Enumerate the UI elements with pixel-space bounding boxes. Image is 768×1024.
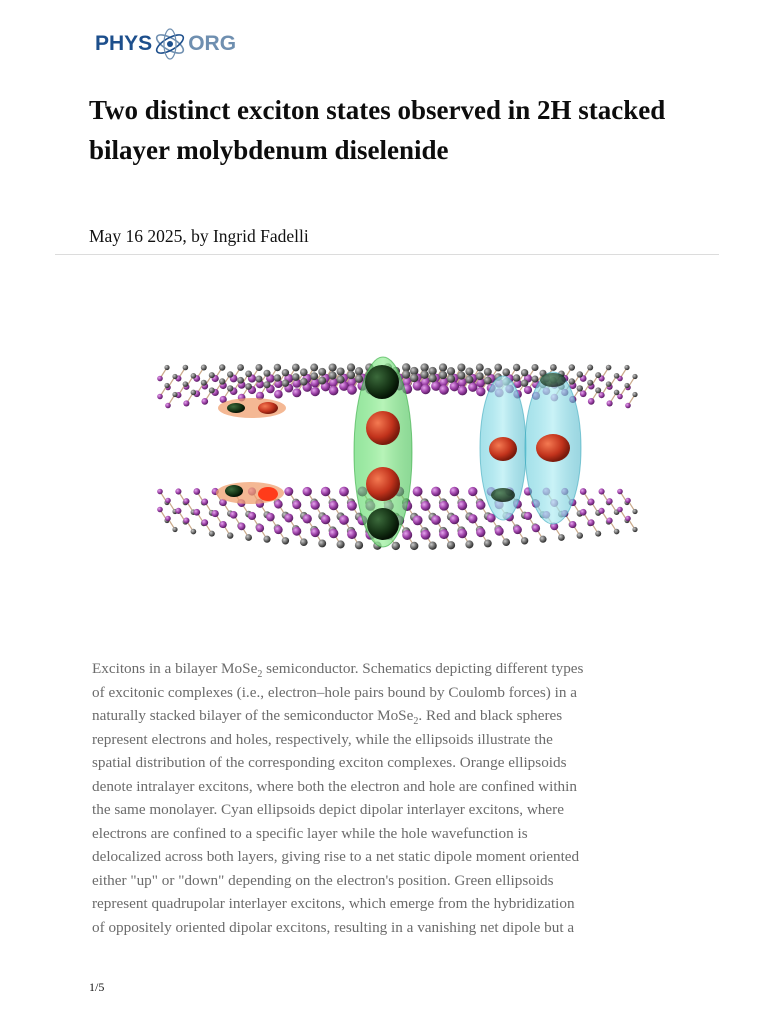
selenium-atom bbox=[428, 542, 436, 550]
molybdenum-atom bbox=[339, 487, 349, 497]
selenium-atom bbox=[227, 385, 233, 391]
molybdenum-atom bbox=[347, 501, 357, 511]
selenium-atom bbox=[569, 378, 575, 384]
selenium-atom bbox=[447, 367, 455, 375]
mose2-bilayer-figure bbox=[100, 300, 680, 600]
molybdenum-atom bbox=[347, 529, 357, 539]
selenium-atom bbox=[337, 540, 345, 548]
selenium-atom bbox=[300, 378, 308, 386]
molybdenum-atom bbox=[311, 528, 320, 537]
molybdenum-atom bbox=[468, 383, 477, 392]
selenium-atom bbox=[558, 534, 565, 541]
selenium-atom bbox=[410, 542, 418, 550]
caption-line bbox=[92, 919, 574, 936]
selenium-atom bbox=[494, 364, 502, 372]
caption-text: spatial distribution of the corresponding exciton complexes. Orange ellipsoids bbox=[92, 754, 567, 771]
molybdenum-atom bbox=[439, 529, 449, 539]
selenium-atom bbox=[447, 541, 455, 549]
caption-text: represent quadrupolar interlayer excitons, which emerge from the hybridization bbox=[92, 895, 575, 912]
selenium-atom bbox=[310, 372, 318, 380]
quadrupolar-exciton bbox=[354, 357, 412, 547]
molybdenum-atom bbox=[292, 500, 301, 509]
molybdenum-atom bbox=[157, 489, 163, 495]
molybdenum-atom bbox=[193, 509, 200, 516]
selenium-atom bbox=[539, 536, 546, 543]
selenium-atom bbox=[402, 370, 410, 378]
molybdenum-atom bbox=[157, 507, 163, 513]
molybdenum-atom bbox=[458, 386, 468, 396]
selenium-atom bbox=[337, 367, 345, 375]
molybdenum-atom bbox=[421, 530, 431, 540]
selenium-atom bbox=[632, 509, 637, 514]
molybdenum-atom bbox=[321, 515, 331, 525]
molybdenum-atom bbox=[311, 500, 320, 509]
caption-text: either "up" or "down" depending on the electron's position. Green ellipsoids bbox=[92, 871, 554, 889]
molybdenum-atom bbox=[524, 512, 532, 520]
selenium-atom bbox=[355, 541, 363, 549]
molybdenum-atom bbox=[329, 386, 339, 396]
selenium-atom bbox=[465, 367, 473, 375]
caption-line bbox=[92, 684, 577, 701]
selenium-atom bbox=[292, 373, 300, 381]
selenium-atom bbox=[521, 537, 528, 544]
selenium-atom bbox=[282, 380, 289, 387]
selenium-atom bbox=[587, 365, 593, 371]
article-title: Two distinct exciton states observed in 2H stacked bilayer molybdenum diselenide bbox=[89, 95, 666, 165]
selenium-atom bbox=[237, 364, 244, 371]
selenium-atom bbox=[447, 375, 455, 383]
selenium-atom bbox=[337, 376, 345, 384]
caption-line bbox=[92, 801, 564, 818]
molybdenum-atom bbox=[458, 501, 468, 511]
caption-text: of excitonic complexes (i.e., electron–hole pairs bound by Coulomb forces) in a bbox=[92, 683, 578, 701]
selenium-atom bbox=[465, 376, 473, 384]
selenium-atom bbox=[219, 378, 225, 384]
selenium-atom bbox=[191, 529, 197, 535]
molybdenum-atom bbox=[617, 489, 623, 495]
selenium-atom bbox=[606, 365, 612, 371]
selenium-atom bbox=[569, 364, 575, 370]
selenium-atom bbox=[329, 371, 337, 379]
selenium-atom bbox=[329, 363, 337, 371]
molybdenum-atom bbox=[607, 498, 613, 504]
molybdenum-atom bbox=[274, 525, 283, 534]
molybdenum-atom bbox=[476, 528, 485, 537]
caption-text: electrons are confined to a specific layer while the hole wavefunction is bbox=[92, 824, 528, 842]
selenium-atom bbox=[632, 374, 637, 379]
molybdenum-atom bbox=[532, 524, 540, 532]
molybdenum-atom bbox=[274, 390, 283, 399]
molybdenum-atom bbox=[256, 524, 264, 532]
molybdenum-atom bbox=[524, 386, 532, 394]
molybdenum-atom bbox=[183, 517, 189, 523]
selenium-atom bbox=[318, 539, 326, 547]
selenium-atom bbox=[201, 380, 207, 386]
molybdenum-atom bbox=[413, 515, 423, 525]
molybdenum-atom bbox=[230, 511, 238, 519]
molybdenum-atom bbox=[625, 403, 631, 409]
caption-text: represent electrons and holes, respectively, while the ellipsoids illustrate the bbox=[92, 730, 553, 748]
selenium-atom bbox=[355, 367, 363, 375]
molybdenum-atom bbox=[468, 487, 477, 496]
molybdenum-atom bbox=[347, 385, 357, 395]
selenium-atom bbox=[172, 527, 177, 532]
molybdenum-atom bbox=[193, 488, 200, 495]
molybdenum-atom bbox=[476, 387, 485, 396]
selenium-atom bbox=[614, 390, 620, 396]
selenium-atom bbox=[624, 365, 629, 370]
selenium-atom bbox=[263, 536, 270, 543]
selenium-atom bbox=[219, 364, 225, 370]
molybdenum-atom bbox=[607, 517, 613, 523]
selenium-atom bbox=[614, 529, 620, 535]
selenium-atom bbox=[164, 365, 169, 370]
caption-line bbox=[92, 848, 579, 865]
selenium-atom bbox=[164, 383, 169, 388]
molybdenum-atom bbox=[274, 500, 283, 509]
selenium-atom bbox=[245, 383, 252, 390]
selenium-atom bbox=[209, 372, 215, 378]
molybdenum-atom bbox=[580, 488, 587, 495]
molybdenum-atom bbox=[321, 487, 331, 497]
selenium-atom bbox=[274, 374, 281, 381]
molybdenum-atom bbox=[569, 521, 576, 528]
molybdenum-atom bbox=[266, 513, 275, 522]
molybdenum-atom bbox=[201, 519, 208, 526]
molybdenum-atom bbox=[165, 498, 171, 504]
molybdenum-atom bbox=[238, 523, 246, 531]
selenium-atom bbox=[237, 377, 244, 384]
selenium-atom bbox=[183, 381, 189, 387]
molybdenum-atom bbox=[201, 499, 208, 506]
selenium-atom bbox=[465, 540, 473, 548]
selenium-atom bbox=[457, 371, 465, 379]
article-byline: May 16 2025, by Ingrid Fadelli bbox=[89, 226, 309, 246]
selenium-atom bbox=[595, 372, 601, 378]
selenium-atom bbox=[476, 372, 484, 380]
selenium-atom bbox=[191, 390, 197, 396]
caption-text: the same monolayer. Cyan ellipsoids depict dipolar interlayer excitons, where bbox=[92, 801, 564, 818]
molybdenum-atom bbox=[165, 516, 171, 522]
selenium-atom bbox=[587, 380, 593, 386]
selenium-atom bbox=[457, 363, 465, 371]
selenium-atom bbox=[624, 383, 629, 388]
selenium-atom bbox=[614, 373, 620, 379]
selenium-atom bbox=[355, 375, 363, 383]
caption-text: denote intralayer excitons, where both the electron and hole are confined within bbox=[92, 777, 577, 795]
molybdenum-atom bbox=[292, 388, 301, 397]
molybdenum-atom bbox=[431, 487, 441, 497]
selenium-atom bbox=[209, 531, 215, 537]
dipolar-exciton-right bbox=[525, 372, 581, 524]
selenium-atom bbox=[172, 392, 177, 397]
selenium-atom bbox=[392, 542, 400, 550]
selenium-atom bbox=[245, 370, 252, 377]
selenium-atom bbox=[282, 537, 289, 544]
molybdenum-atom bbox=[617, 507, 623, 513]
molybdenum-atom bbox=[175, 508, 181, 514]
caption-text: naturally stacked bilayer of the semiconductor MoSe bbox=[92, 707, 414, 724]
molybdenum-atom bbox=[165, 403, 171, 409]
selenium-atom bbox=[245, 534, 252, 541]
molybdenum-atom bbox=[580, 509, 587, 516]
molybdenum-atom bbox=[303, 514, 312, 523]
selenium-atom bbox=[632, 392, 637, 397]
molybdenum-atom bbox=[303, 487, 312, 496]
selenium-atom bbox=[428, 374, 436, 382]
molybdenum-atom bbox=[311, 387, 320, 396]
selenium-atom bbox=[227, 371, 233, 377]
selenium-atom bbox=[595, 387, 601, 393]
atom-logo-icon bbox=[153, 27, 187, 61]
intralayer-exciton-bottom bbox=[216, 482, 284, 504]
selenium-atom bbox=[420, 371, 428, 379]
selenium-atom bbox=[439, 363, 447, 371]
molybdenum-atom bbox=[157, 394, 163, 400]
selenium-atom bbox=[310, 364, 318, 372]
molybdenum-atom bbox=[625, 498, 631, 504]
selenium-atom bbox=[420, 363, 428, 371]
selenium-atom bbox=[410, 374, 418, 382]
molybdenum-atom bbox=[339, 515, 349, 525]
molybdenum-atom bbox=[588, 398, 595, 405]
molybdenum-atom bbox=[329, 501, 339, 511]
dipolar-exciton-left bbox=[480, 376, 526, 520]
selenium-atom bbox=[318, 377, 326, 385]
molybdenum-atom bbox=[413, 487, 423, 497]
selenium-atom bbox=[263, 370, 270, 377]
selenium-atom bbox=[347, 363, 355, 371]
byline-divider bbox=[55, 254, 719, 255]
selenium-atom bbox=[274, 364, 281, 371]
caption-line bbox=[92, 707, 563, 728]
logo-org-text: ORG bbox=[188, 32, 237, 55]
physorg-logo[interactable] bbox=[95, 26, 236, 62]
molybdenum-atom bbox=[183, 498, 189, 504]
selenium-atom bbox=[484, 539, 492, 547]
selenium-atom bbox=[227, 532, 233, 538]
selenium-atom bbox=[531, 375, 538, 382]
selenium-atom bbox=[550, 364, 557, 371]
selenium-atom bbox=[513, 374, 520, 381]
selenium-atom bbox=[282, 369, 289, 376]
selenium-atom bbox=[183, 365, 189, 371]
selenium-atom bbox=[502, 538, 510, 546]
selenium-atom bbox=[521, 380, 528, 387]
selenium-atom bbox=[255, 375, 262, 382]
selenium-atom bbox=[300, 538, 308, 546]
caption-text: of oppositely oriented dipolar excitons, resulting in a vanishing net dipole but a bbox=[92, 918, 575, 936]
selenium-atom bbox=[347, 371, 355, 379]
molybdenum-atom bbox=[468, 514, 477, 523]
caption-text: semiconductor. Schematics depicting different types bbox=[262, 660, 584, 677]
molybdenum-atom bbox=[625, 516, 631, 522]
molybdenum-atom bbox=[421, 501, 431, 511]
caption-line bbox=[92, 731, 553, 748]
selenium-atom bbox=[513, 364, 520, 371]
selenium-atom bbox=[595, 531, 601, 537]
molybdenum-atom bbox=[495, 527, 504, 536]
selenium-atom bbox=[318, 368, 326, 376]
molybdenum-atom bbox=[450, 487, 460, 497]
selenium-atom bbox=[191, 373, 197, 379]
caption-text: delocalized across both layers, giving rise to a net static dipole moment oriented bbox=[92, 848, 580, 865]
caption-line bbox=[92, 778, 577, 795]
caption-line bbox=[92, 754, 567, 771]
selenium-atom bbox=[263, 381, 270, 388]
molybdenum-atom bbox=[439, 385, 449, 395]
caption-line bbox=[92, 660, 584, 681]
selenium-atom bbox=[201, 365, 207, 371]
selenium-atom bbox=[632, 527, 637, 532]
molybdenum-atom bbox=[431, 515, 441, 525]
molybdenum-atom bbox=[458, 529, 468, 539]
selenium-atom bbox=[577, 385, 583, 391]
selenium-atom bbox=[484, 368, 492, 376]
molybdenum-atom bbox=[476, 500, 485, 509]
molybdenum-atom bbox=[248, 512, 256, 520]
figure-caption bbox=[92, 657, 692, 939]
selenium-atom bbox=[521, 369, 528, 376]
selenium-atom bbox=[577, 371, 583, 377]
logo-phys-text: PHYS bbox=[95, 32, 153, 55]
caption-subscript: 2 bbox=[413, 716, 419, 728]
molybdenum-atom bbox=[212, 510, 219, 517]
molybdenum-atom bbox=[599, 508, 605, 514]
molybdenum-atom bbox=[450, 515, 460, 525]
molybdenum-atom bbox=[284, 487, 293, 496]
selenium-atom bbox=[172, 374, 177, 379]
molybdenum-atom bbox=[402, 530, 412, 540]
caption-line bbox=[92, 895, 575, 912]
molybdenum-atom bbox=[588, 499, 595, 506]
molybdenum-atom bbox=[607, 400, 613, 406]
selenium-atom bbox=[292, 364, 300, 372]
molybdenum-atom bbox=[201, 398, 208, 405]
selenium-atom bbox=[439, 371, 447, 379]
molybdenum-atom bbox=[220, 521, 227, 528]
intralayer-exciton-top bbox=[218, 398, 286, 418]
caption-line bbox=[92, 872, 554, 889]
selenium-atom bbox=[255, 364, 262, 371]
molybdenum-atom bbox=[284, 513, 293, 522]
molybdenum-atom bbox=[599, 488, 605, 494]
molybdenum-atom bbox=[513, 525, 522, 534]
selenium-atom bbox=[300, 368, 308, 376]
caption-text: . Red and black spheres bbox=[418, 707, 563, 724]
selenium-atom bbox=[577, 532, 583, 538]
selenium-atom bbox=[476, 364, 484, 372]
molybdenum-atom bbox=[175, 488, 181, 494]
selenium-atom bbox=[502, 368, 510, 376]
molybdenum-atom bbox=[292, 527, 301, 536]
molybdenum-atom bbox=[183, 400, 189, 406]
molybdenum-atom bbox=[329, 529, 339, 539]
selenium-atom bbox=[606, 381, 612, 387]
caption-text: Excitons in a bilayer MoSe bbox=[92, 660, 258, 677]
caption-line bbox=[92, 825, 528, 842]
selenium-atom bbox=[531, 364, 538, 371]
molybdenum-atom bbox=[157, 376, 163, 382]
molybdenum-atom bbox=[439, 501, 449, 511]
selenium-atom bbox=[484, 377, 492, 385]
molybdenum-atom bbox=[421, 384, 431, 394]
caption-subscript: 2 bbox=[257, 669, 263, 681]
page-number: 1/5 bbox=[89, 980, 105, 994]
selenium-atom bbox=[428, 367, 436, 375]
molybdenum-atom bbox=[588, 519, 595, 526]
selenium-atom bbox=[209, 387, 215, 393]
